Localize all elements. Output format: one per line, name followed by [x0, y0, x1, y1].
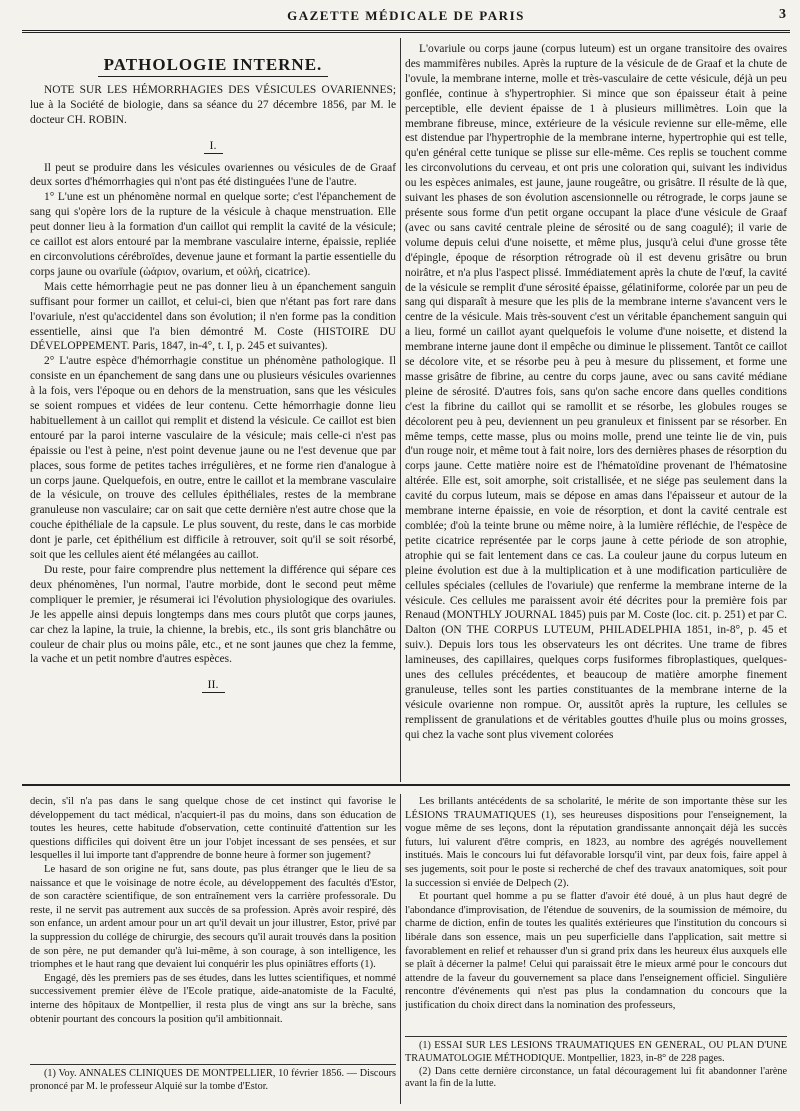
feuilleton-column-right: [405, 795, 787, 1035]
page-number: 3: [779, 7, 786, 22]
paragraph: Mais cette hémorrhagie peut ne pas donner lieu à un épanchement sanguin suffisant pour former un caillot, et celui-ci, bien que n'étant pas fort rare dans l'ovariule, n'est qu'accidentel dans son évolution; il n'en forme pas la condition essentielle, ainsi que l'a bien démontré M. Coste (HISTOIRE DU DÉVELOPPEMENT. Paris, 1847, in-4°, t. I, p. 245 et suivantes).: [30, 280, 396, 353]
footnote: (2) Dans cette dernière circonstance, un fatal découragement lui fit abandonner l'arène avant la fin de la lutte.: [405, 1065, 787, 1090]
article-heading: NOTE SUR LES HÉMORRHAGIES DES VÉSICULES OVARIENNES; lue à la Société de biologie, dans sa séance du 27 décembre 1856, par M. le docteur CH. ROBIN.: [30, 83, 396, 126]
journal-title: GAZETTE MÉDICALE DE PARIS: [287, 8, 525, 23]
paragraph: Engagé, dès les premiers pas de ses études, dans les luttes scientifiques, et nommé successivement premier élève de l'Ecole pratique, aide-anatomiste de la Faculté, interne des hôpitaux de Montpellier, il resta plus de vingt ans sur la brèche, sans obtenir pourtant des concours la position qu'il ambitionnait.: [30, 972, 396, 1025]
paragraph: Le hasard de son origine ne fut, sans doute, pas plus étranger que le lieu de sa naissance et que le voisinage de notre école, au développement des facultés d'Estor, de son caractère scientifique, de son entraînement vers la carrière professorale. Du reste, il ne servit pas autrement aux succès de sa profession. Après avoir respiré, dès son enfance, un ardent amour pour un art qu'il devait un jour illustrer, Estor, privé par la suppression du collége de chirurgie, des secours qu'il aurait trouvés dans la position de son père, ne put demander qu'à lui-même, à son courage, à son intelligence, les triomphes et le haut rang que devaient lui conquérir les plus opiniâtres efforts (1).: [30, 863, 396, 971]
paragraph: Les brillants antécédents de sa scholarité, le mérite de son importante thèse sur les LÉSIONS TRAUMATIQUES (1), ses heureuses dispositions pour l'enseignement, la vogue même de ses leçons, dont la réputation grandissante annonçait déjà les succès futurs, lui valurent d'être compris, en 1823, au nombre des agrégés nouvellement institués. Mais le concours lui fut défavorable lorsqu'il vint, par deux fois, faire appel à ses jugements, soit pour le poste si recherché de chef des travaux anatomiques, soit pour la succession si enviée de Delpech (2).: [405, 796, 787, 889]
column-divider: [400, 38, 401, 782]
paragraph: decin, s'il n'a pas dans le sang quelque chose de cet instinct qui favorise le développement du tact médical, n'acquiert-il pas du moins, dans son éducation de toutes les heures, cette habitude d'observation, cette continuité d'attention sur les questions difficiles qui doivent être un jour l'objet incessant de ses pensées, et sur lesquelles il lui importe tant d'apprendre de bonne heure à former son jugement?: [30, 796, 396, 862]
paragraph: Du reste, pour faire comprendre plus nettement la différence qui sépare ces deux phénomènes, l'un normal, l'autre morbide, dont le second peut même compliquer le premier, je résumerai ici l'évolution physiologique des ovariules. Je les appelle ainsi depuis longtemps dans mes cours plutôt que corps jaunes, car chez la lapine, la truie, la chienne, la brebis, etc., ils sont gris blanchâtre ou couleur de chair plus ou moins pâle, etc., et ne sont jaunes que chez la femme, la vache et un petit nombre d'autres espèces.: [30, 564, 396, 666]
page-header: [22, 4, 790, 33]
feuilleton-divider: [22, 784, 790, 786]
footnote-divider: [405, 1036, 787, 1037]
paragraph: Et pourtant quel homme a pu se flatter d'avoir été doué, à un plus haut degré de l'abondance d'improvisation, de l'étendue de souvenirs, de la soumission de mémoire, du charme de diction, enfin de toutes les qualités extérieures que l'institution du concours si libérale dans son essence, mais un peu superficielle dans l'application, sait mettre si favorablement en relief et rehausser d'un si grand prix dans les heureux élus auxquels elle se plaît à décerner la palme! Celui qui paraissait être le mieux armé pour le concours dut attendre de la faveur du gouvernement sa place dans l'enseignement officiel. Singulière rencontre d'événements qui n'est pas plus la condamnation du concours que la justification du choix direct dans la nomination des professeurs,: [405, 891, 787, 1011]
article-column-left: [30, 42, 396, 780]
paragraph: L'ovariule ou corps jaune (corpus luteum) est un organe transitoire des ovaires des mammifères nubiles. Après la rupture de la vésicule de de Graaf et la chute de l'ovule, la membrane interne, molle et très-vasculaire de cette vésicule, déjà un peu gonflée, continue à s'hypertrophier. Si mince que son épaisseur était à peine perceptible, elle devient épaisse de 1 à plusieurs millimètres. Loin que la membrane fibreuse, mince, extérieure de la vésicule revienne sur elle-même, elle est distendue par l'hypertrophie de la membrane interne, hypertrophie qui est telle, qu'en général cette tunique se plisse sur elle-même. Ces replis se touchent comme les circonvolutions du cerveau, et ont pris une coloration qui, suivant les individus ou les espèces animales, est jaune, jaune rougeâtre, ou grisâtre. Il résulte de là que, suivant les phases de son évolution ascensionnelle ou rétrograde, le corps jaune se présente sous forme d'un petit organe occupant la place d'une vésicule de Graaf (avec ou sans cavité centrale pleine de sérosité ou de sang coagulé); il varie de volume depuis celui d'une noisette, et même plus, jusqu'à celui d'une grosse tête d'épingle, époque de résorption rétrograde où il est devenu grisâtre ou brun noirâtre, et n'a plus l'aspect plissé. Immédiatement après la chute de l'œuf, la cavité de la vésicule se remplit d'une sérosité épaisse, gélatiniforme, colorée par un peu de sang qui disparaît à mesure que les plis de la membrane interne s'avancent vers le centre de la vésicule. Mais très-souvent c'est un véritable épanchement sanguin qui a lieu, formé un caillot ayant quelquefois le volume d'une noisette, et distend la membrane interne jaune dont il empêche ou diminue le plissement. Tantôt ce caillot se décolore vite, et se résorbe peu à peu à mesure du plissement, et forme une masse grisâtre de fibrine, au centre du corps jaune, avec ou sans cavité médiane pleine de sérosité. D'autres fois, sans qu'on sache encore dans quelles conditions c'est la fibrine du caillot qui se ramollit et se résorbe, les globules rouges se décolorent peu à peu, deviennent un peu granuleux et finissent par se résorber. En même temps, cette masse, plus ou moins molle, prend une teinte lie de vin, puis d'un rouge noir, et même tout à fait noire, lors des dernières phases de résorption du corps jaune. Cette matière noire est de l'hématoïdine provenant de l'hématosine altérée. Elle est, soit amorphe, soit cristallisée, et ne siége pas seulement dans la cavité du corpus luteum, mais se dépose en amas dans l'épaisseur et autour de la membrane interne épaissie, en voie de résorption, et dont la cavité centrale est comblée; d'où la teinte brune ou même noire, à la lumière réfléchie, de l'espèce de petite cicatrice représentée par le corps jaune à cette période de son atrophie, atrophie qui se fait lentement dans ce cas. La couleur jaune du corpus luteum en pleine évolution est due à la multiplication et à une modification particulière de cellules spéciales (cellules de l'ovariule) que renferme la membrane interne de la vésicule. Ces cellules me paraissent avoir été décrites pour la première fois par Renaud (MONTHLY JOURNAL 1845) puis par M. Coste (loc. cit. p. 251) et par C. Dalton (ON THE CORPUS LUTEUM, PHILADELPHIA 1851, in-8°, p. 45 et suiv.). Depuis lors tous les observateurs les ont décrites. Une trame de fibres lamineuses, des capillaires, quelques corps fusiformes fibroplastiques, quelques-unes des cellules précédentes, et beaucoup de matière amorphe finement granuleuse, telles sont les parties constituantes de la membrane interne de la vésicule ovarienne non rompue. Or, aussitôt après la rupture, les cellules se remplissent de granulations et de véritables gouttes d'huile plus ou moins grosses, qui chez la vache sont plus vivement colorées: [405, 43, 787, 741]
section-numeral: I.: [30, 138, 396, 153]
footnotes-right: [405, 1040, 787, 1104]
paragraph: 1° L'une est un phénomène normal en quelque sorte; c'est l'épanchement de sang qui s'opère lors de la rupture de la vésicule à chaque menstruation. Elle peut donner lieu à la formation d'un caillot qui remplit la cavité de la vésicule; ce caillot est alors entouré par la membrane vasculaire interne, épaissie, repliée en circonvolutions cérébroïdes, devenue jaune et formant la partie essentielle du corps jaune ou ovarïule (ὠάριον, ovarium, et οὐλή, cicatrice).: [30, 191, 396, 278]
footnote: (1) ESSAI SUR LES LÉSIONS TRAUMATIQUES EN GÉNÉRAL, OU PLAN D'UNE TRAUMATOLOGIE MÉTHODIQUE. Montpellier, 1823, in-8° de 228 pages.: [405, 1040, 787, 1064]
footnotes-left: [30, 1068, 396, 1104]
section-numeral: II.: [30, 677, 396, 692]
section-title: PATHOLOGIE INTERNE.: [30, 58, 396, 73]
article-column-right: [405, 42, 787, 780]
paragraph: 2° L'autre espèce d'hémorrhagie constitue un phénomène pathologique. Il consiste en un épanchement de sang dans une ou plusieurs vésicules ovariennes à la fois, vers l'époque ou en dehors de la menstruation, sans que les vésicules se soient rompues et vidées de leur contenu. Cette hémorrhagie donne lieu habituellement à un caillot qui remplit et distend la vésicule. Ce caillot est bien entouré par la paroi interne vasculaire de la vésicule; mais celle-ci n'est pas épaissie ou l'est à peine, n'est point devenue jaune ou ne l'est devenue que par places, sous forme de petites taches irrégulières, et ne forme rien d'analogue à un corps jaune. Quelquefois, en outre, entre le caillot et la membrane vasculaire de la vésicule, on trouve des cellules épithéliales, restes de la membrane granuleuse non vasculaire; car on sait que cette dernière n'est autre chose que la couche épithéliale de la capsule. Le plus souvent, du reste, dans le cas morbide dont je parle, cet épithélium est difficile à retrouver, soit qu'il se soit résorbé, soit que les cellules aient été mélangées au caillot.: [30, 355, 396, 562]
column-divider: [400, 794, 401, 1104]
footnote: (1) Voy. ANNALES CLINIQUES DE MONTPELLIER, 10 février 1856. — Discours prononcé par M. le professeur Alquié sur la tombe d'Estor.: [30, 1068, 396, 1092]
paragraph: Il peut se produire dans les vésicules ovariennes ou vésicules de de Graaf deux sortes d'hémorrhagies qui n'ont pas été distinguées l'une de l'autre.: [30, 161, 396, 189]
feuilleton-column-left: [30, 795, 396, 1065]
